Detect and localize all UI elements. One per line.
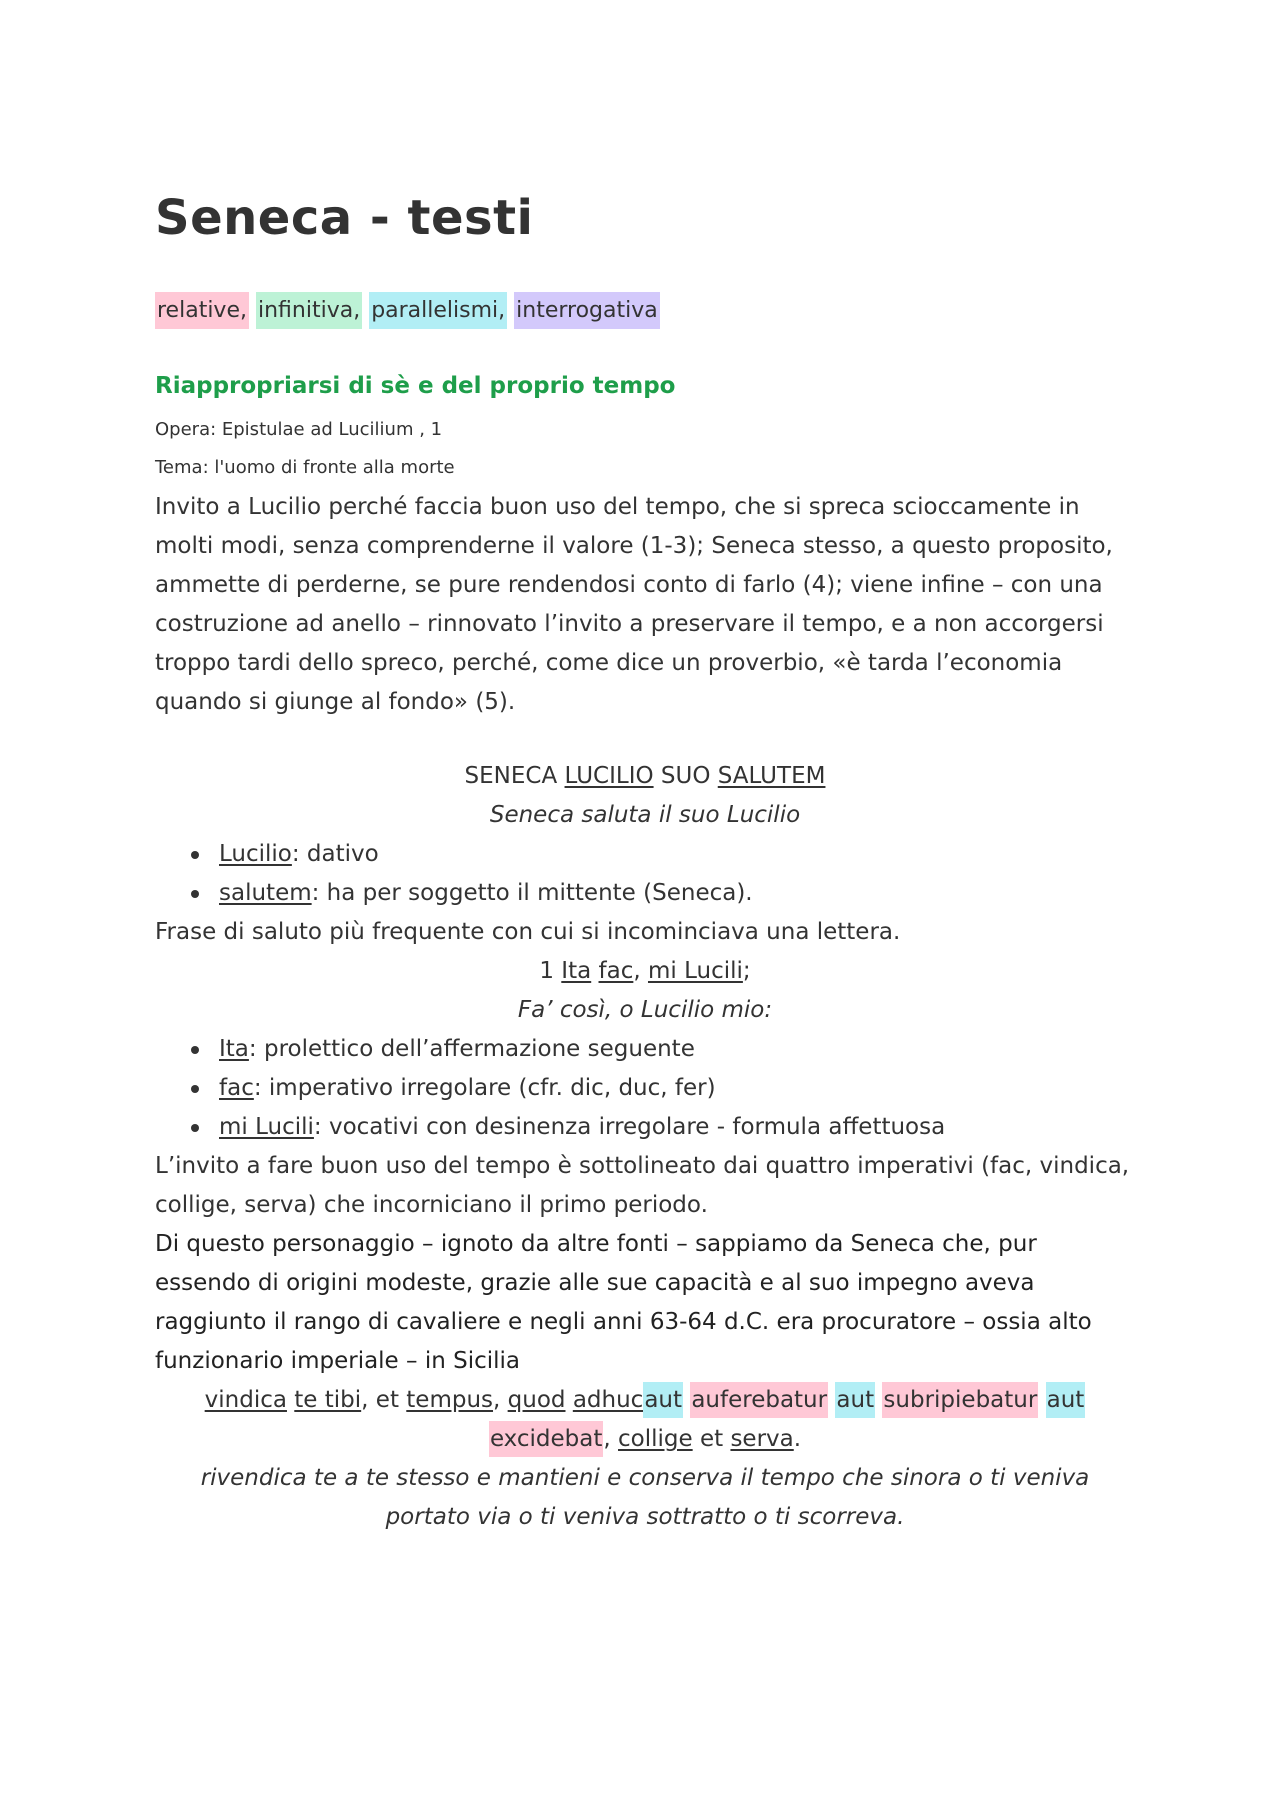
legend-parallelismi: parallelismi, bbox=[369, 292, 507, 329]
color-legend bbox=[155, 290, 660, 332]
verse-2-translation: rivendica te a te stesso e mantieni e conserva il tempo che sinora o ti veniva portato via o ti veniva sottratto o ti scorreva. bbox=[200, 1465, 1090, 1530]
tema-line: Tema: l'uomo di fronte alla morte bbox=[155, 457, 455, 478]
word-te-tibi: te tibi bbox=[294, 1387, 362, 1413]
list-item bbox=[155, 1069, 1135, 1108]
note-text: : vocativi con desinenza irregolare - formula affettuosa bbox=[313, 1114, 946, 1140]
note-term: Lucilio bbox=[219, 841, 292, 867]
section-title: Riappropriarsi di sè e del proprio tempo bbox=[155, 373, 676, 399]
list-item bbox=[155, 1108, 1135, 1147]
word-vindica: vindica bbox=[204, 1387, 287, 1413]
verse-1-comment: L’invito a fare buon uso del tempo è sottolineato dai quattro imperativi (fac, vindica, collige, serva) che incorniciano il primo periodo. bbox=[155, 1153, 1130, 1218]
word-lucilio: LUCILIO bbox=[564, 763, 654, 789]
word-quod: quod bbox=[507, 1387, 566, 1413]
intro-paragraph: Invito a Lucilio perché faccia buon uso del tempo, che si spreca scioccamente in molti modi, senza comprenderne il valore (1-3); Seneca stesso, a questo proposito, ammette di perderne, se pure rendendosi conto di farlo (4); viene infine – con una costruzione ad anello – rinnovato l’invito a preservare il tempo, e a non accorgersi troppo tardi dello spreco, perché, come dice un proverbio, «è tarda l’economia quando si giunge al fondo» (5). bbox=[155, 494, 1113, 715]
legend-infinitiva: infinitiva, bbox=[256, 292, 362, 329]
word-aut: aut bbox=[1046, 1382, 1086, 1418]
word-collige: collige bbox=[618, 1426, 693, 1452]
word-aut: aut bbox=[643, 1382, 683, 1418]
word-excidebat: excidebat bbox=[489, 1421, 603, 1457]
note-text: : imperativo irregolare (cfr. dic, duc, fer) bbox=[253, 1075, 716, 1101]
word-tempus: tempus bbox=[406, 1387, 494, 1413]
note-term: Ita bbox=[219, 1036, 249, 1062]
verse-1-translation: Fa’ così, o Lucilio mio: bbox=[517, 997, 773, 1023]
word-fac: fac bbox=[598, 958, 634, 984]
bullet-icon bbox=[191, 1046, 199, 1054]
note-term: salutem bbox=[219, 880, 312, 906]
salutation-translation: Seneca saluta il suo Lucilio bbox=[489, 802, 801, 828]
note-text: : ha per soggetto il mittente (Seneca). bbox=[311, 880, 753, 906]
word-seneca: SENECA bbox=[464, 763, 558, 789]
legend-interrogativa: interrogativa bbox=[514, 292, 660, 329]
note-text: : dativo bbox=[291, 841, 379, 867]
bullet-icon bbox=[191, 1124, 199, 1132]
word-suo: SUO bbox=[660, 763, 711, 789]
list-item bbox=[155, 835, 1135, 874]
word-ita: Ita bbox=[561, 958, 592, 984]
latin-verse-1: 1 Ita fac, mi Lucili; bbox=[539, 958, 751, 984]
word-adhuc: adhuc bbox=[572, 1387, 644, 1413]
latin-verse-2: vindica te tibi, et tempus, quod adhucaut auferebatur aut subripiebatur aut excidebat, collige et serva. bbox=[155, 1381, 1135, 1459]
word-salutem: SALUTEM bbox=[717, 763, 826, 789]
bullet-icon bbox=[191, 851, 199, 859]
note-term: mi Lucili bbox=[219, 1114, 314, 1140]
list-item bbox=[155, 1030, 1135, 1069]
word-mi-lucili: mi Lucili bbox=[647, 958, 743, 984]
bullet-icon bbox=[191, 890, 199, 898]
verse-number: 1 bbox=[539, 958, 554, 984]
word-auferebatur: auferebatur bbox=[690, 1382, 828, 1418]
bullet-icon bbox=[191, 1085, 199, 1093]
word-serva: serva bbox=[730, 1426, 794, 1452]
note-text: : prolettico dell’affermazione seguente bbox=[248, 1036, 695, 1062]
verse-1-notes bbox=[155, 1030, 1135, 1147]
legend-relative: relative, bbox=[155, 292, 249, 329]
salutation-notes bbox=[155, 835, 1135, 913]
page-title: Seneca - testi bbox=[155, 190, 534, 246]
list-item bbox=[155, 874, 1135, 913]
salutation-comment: Frase di saluto più frequente con cui si incominciava una lettera. bbox=[155, 919, 901, 945]
word-aut: aut bbox=[835, 1382, 875, 1418]
lucilio-biography: Di questo personaggio – ignoto da altre fonti – sappiamo da Seneca che, pur essendo di origini modeste, grazie alle sue capacità e al suo impegno aveva raggiunto il rango di cavaliere e negli anni 63-64 d.C. era procuratore – ossia alto funzionario imperiale – in Sicilia bbox=[155, 1231, 1092, 1374]
word-subripiebatur: subripiebatur bbox=[882, 1382, 1038, 1418]
note-term: fac bbox=[219, 1075, 254, 1101]
latin-salutation bbox=[155, 757, 1135, 796]
opera-line: Opera: Epistulae ad Lucilium , 1 bbox=[155, 419, 443, 440]
